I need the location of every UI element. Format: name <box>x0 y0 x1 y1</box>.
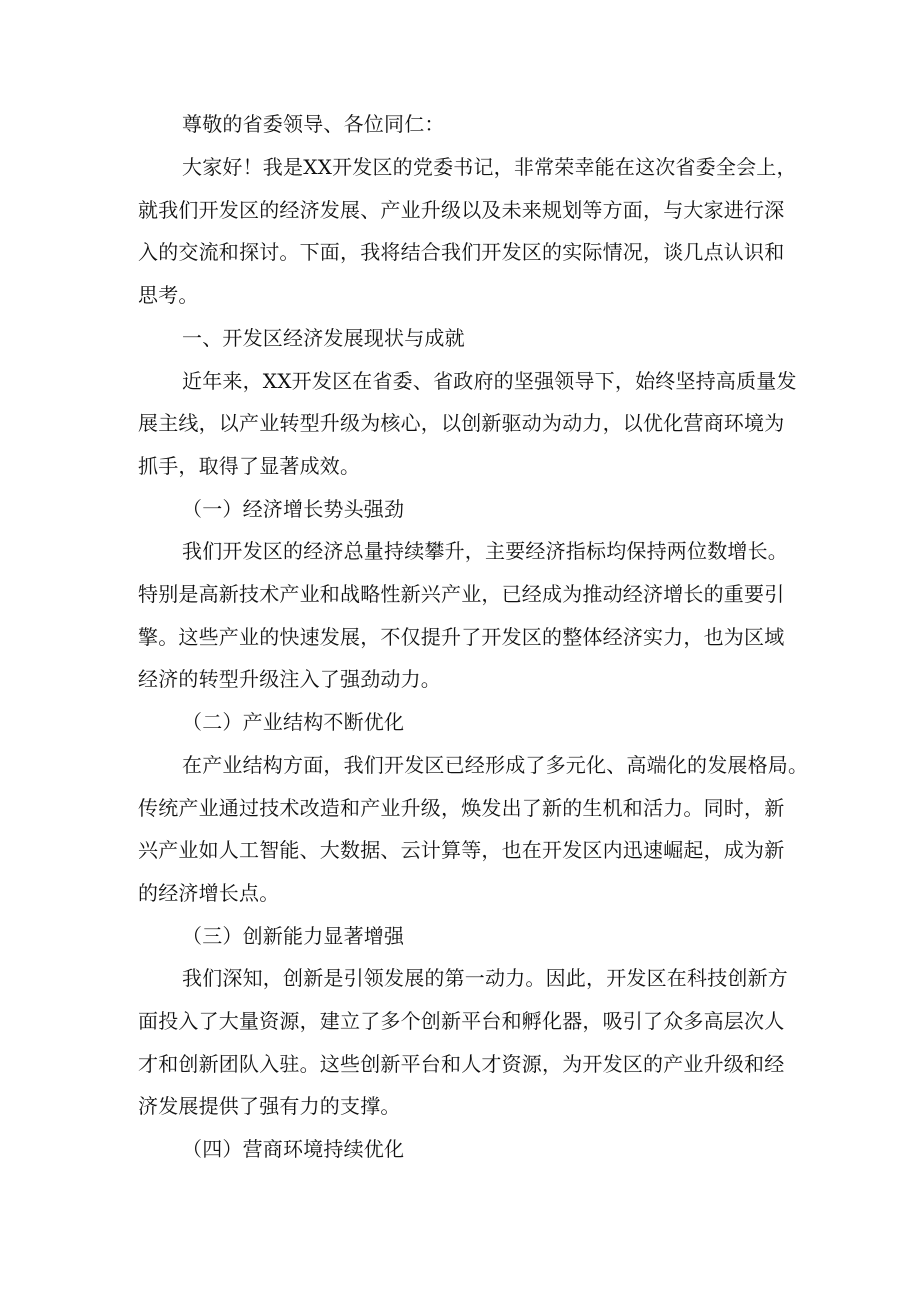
intro-line: 思考。 <box>138 283 199 307</box>
subsection-body-line: 济发展提供了强有力的支撑。 <box>138 1094 401 1118</box>
subsection-body-line: 的经济增长点。 <box>138 881 280 905</box>
section-body-line: 近年来，XX开发区在省委、省政府的坚强领导下，始终坚持高质量发 <box>182 369 797 393</box>
subsection-heading: （三）创新能力显著增强 <box>182 924 405 948</box>
subsection-body-line: 面投入了大量资源，建立了多个创新平台和孵化器，吸引了众多高层次人 <box>138 1009 785 1033</box>
subsection-body-line: 才和创新团队入驻。这些创新平台和人才资源，为开发区的产业升级和经 <box>138 1052 785 1076</box>
subsection-body-line: 我们开发区的经济总量持续攀升，主要经济指标均保持两位数增长。 <box>182 539 788 563</box>
subsection-body-line: 经济的转型升级注入了强劲动力。 <box>138 667 441 691</box>
subsection-body-line: 在产业结构方面，我们开发区已经形成了多元化、高端化的发展格局。 <box>182 753 809 777</box>
intro-line: 大家好！我是XX开发区的党委书记，非常荣幸能在这次省委全会上， <box>182 155 797 179</box>
intro-line: 就我们开发区的经济发展、产业升级以及未来规划等方面，与大家进行深 <box>138 198 785 222</box>
intro-line: 入的交流和探讨。下面，我将结合我们开发区的实际情况，谈几点认识和 <box>138 240 785 264</box>
section-heading: 一、开发区经济发展现状与成就 <box>182 326 465 350</box>
subsection-body-line: 擎。这些产业的快速发展，不仅提升了开发区的整体经济实力，也为区域 <box>138 625 785 649</box>
subsection-body-line: 兴产业如人工智能、大数据、云计算等，也在开发区内迅速崛起，成为新 <box>138 838 785 862</box>
section-body-line: 抓手，取得了显著成效。 <box>138 454 361 478</box>
section-body-line: 展主线，以产业转型升级为核心，以创新驱动为动力，以优化营商环境为 <box>138 411 785 435</box>
subsection-heading: （四）营商环境持续优化 <box>182 1137 405 1161</box>
subsection-heading: （一）经济增长势头强劲 <box>182 497 405 521</box>
subsection-body-line: 特别是高新技术产业和战略性新兴产业，已经成为推动经济增长的重要引 <box>138 582 785 606</box>
subsection-heading: （二）产业结构不断优化 <box>182 710 405 734</box>
greeting: 尊敬的省委领导、各位同仁： <box>182 112 445 136</box>
subsection-body-line: 我们深知，创新是引领发展的第一动力。因此，开发区在科技创新方 <box>182 966 788 990</box>
subsection-body-line: 传统产业通过技术改造和产业升级，焕发出了新的生机和活力。同时，新 <box>138 796 785 820</box>
